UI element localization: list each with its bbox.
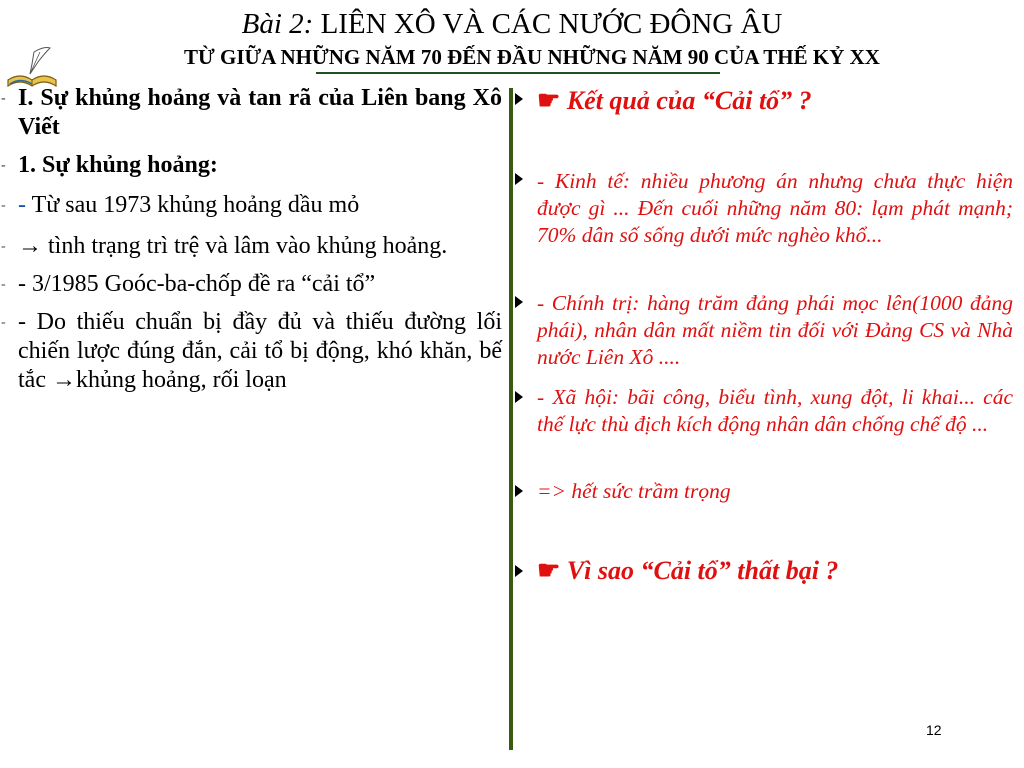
arrow-bullet-icon [512, 92, 526, 106]
arrow-bullet-icon [512, 390, 526, 404]
arrow-bullet-icon [512, 172, 526, 186]
section-heading: - I. Sự khủng hoảng và tan rã của Liên bang Xô Viết [1, 85, 502, 140]
bullet-marker: - [1, 91, 6, 106]
society-text: - Xã hội: bãi công, biểu tình, xung đột, li khai... các thế lực thù địch kích động nhân dân chống chế độ ... [537, 385, 1013, 436]
pointing-hand-icon: ☛ [537, 86, 561, 115]
list-item: - - Từ sau 1973 khủng hoảng dầu mỏ [1, 192, 360, 218]
column-divider [509, 88, 513, 750]
dash-marker: - [18, 192, 26, 218]
politics-text: - Chính trị: hàng trăm đảng phái mọc lên(1000 đảng phái), nhân dân mất niềm tin đối với Đảng CS và Nhà nước Liên Xô .... [537, 291, 1013, 369]
arrow-bullet-icon [512, 484, 526, 498]
question-failure: ☛ Vì sao “Cải tổ” thất bại ? [537, 556, 839, 585]
bullet-marker: - [1, 198, 6, 213]
page-number: 12 [926, 722, 942, 738]
sub-heading: - 1. Sự khủng hoảng: [1, 152, 218, 178]
arrow-bullet-icon [512, 295, 526, 309]
economy-text: - Kinh tế: nhiều phương án nhưng chưa thực hiện được gì ... Đến cuối những năm 80: lạm phát mạnh; 70% dân số sống dưới mức nghèo khổ... [537, 169, 1013, 247]
bullet-marker: - [1, 158, 6, 173]
bullet-marker: - [1, 277, 6, 292]
left-column [1, 84, 502, 395]
bullet-marker: - [1, 315, 6, 330]
subtitle-underline [316, 72, 720, 74]
slide-title [0, 6, 1024, 42]
list-item: - → tình trạng trì trệ và lâm vào khủng hoảng. [1, 233, 448, 259]
question-results: ☛ Kết quả của “Cải tổ” ? [537, 86, 812, 115]
bullet-marker: - [1, 239, 6, 254]
lesson-number: Bài 2: [241, 8, 314, 40]
conclusion-text: => hết sức trầm trọng [537, 479, 731, 503]
lesson-title: LIÊN XÔ VÀ CÁC NƯỚC ĐÔNG ÂU [313, 8, 783, 40]
list-item: - - 3/1985 Goóc-ba-chốp đề ra “cải tổ” [1, 271, 376, 297]
list-item: - - Do thiếu chuẩn bị đầy đủ và thiếu đường lối chiến lược đúng đắn, cải tổ bị động, khó khăn, bế tắc →khủng hoảng, rối loạn [1, 309, 502, 393]
pointing-hand-icon: ☛ [537, 556, 561, 585]
arrow-bullet-icon [512, 564, 526, 578]
slide-subtitle: TỪ GIỮA NHỮNG NĂM 70 ĐẾN ĐẦU NHỮNG NĂM 90 CỦA THẾ KỶ XX [184, 45, 880, 69]
